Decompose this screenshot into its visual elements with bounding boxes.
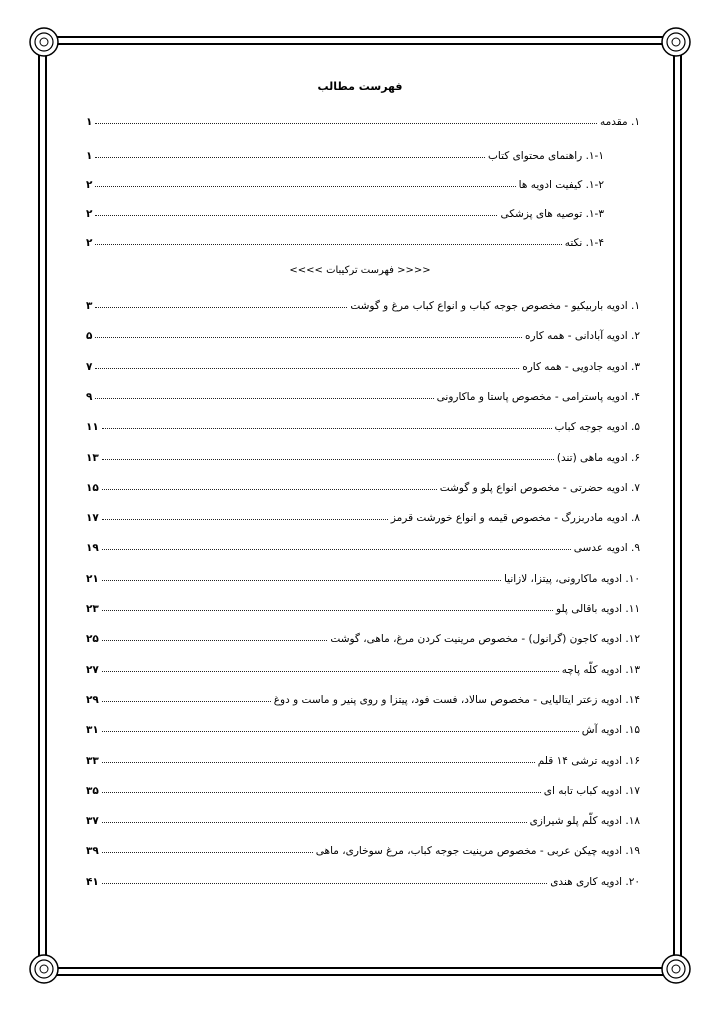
dot-leader [102,580,501,581]
dot-leader [102,459,554,460]
toc-entry-page: ۹ [86,390,93,403]
toc-entry-recipe[interactable] [86,660,640,676]
toc-entry-label: ۸. ادویه مادربزرگ - مخصوص قیمه و انواع خورشت قرمز [390,512,640,525]
toc-entry-intro[interactable] [86,112,640,128]
toc-entry-page: ۱۵ [86,481,99,494]
toc-entry-sub[interactable] [86,204,604,220]
toc-entry-recipe[interactable] [86,326,640,342]
toc-entry-page: ۱ [86,150,93,162]
toc-entry-recipe[interactable] [86,751,640,767]
toc-entry-label: ۱۲. ادویه کاجون (گرانول) - مخصوص مرینیت کردن مرغ، ماهی، گوشت [330,633,640,646]
toc-entry-recipe[interactable] [86,599,640,615]
toc-entry-page: ۲ [86,179,93,191]
toc-entry-label: ۲. ادویه آبادانی - همه کاره [525,330,640,343]
toc-entry-label: ۱-۳. توصیه های پزشکی [500,208,604,220]
corner-ornament-top-left [27,25,61,59]
dot-leader [102,701,271,702]
toc-entry-label: ۱۹. ادویه چیکن عربی - مخصوص مرینیت جوجه کباب، مرغ سوخاری، ماهی [315,845,640,858]
toc-entry-recipe[interactable] [86,841,640,857]
toc-entry-label: ۱-۴. نکته [564,237,604,249]
toc-entry-recipe[interactable] [86,296,640,312]
toc-entry-label: ۱۶. ادویه ترشی ۱۴ قلم [537,754,640,767]
toc-entry-label: ۹. ادویه عدسی [573,542,640,555]
toc-entry-label: ۱۱. ادویه باقالی پلو [556,603,640,615]
toc-entry-page: ۲۳ [86,603,99,615]
dot-leader [102,519,388,520]
toc-entry-label: ۳. ادویه جادویی - همه کاره [522,360,640,373]
toc-entry-sub[interactable] [86,175,604,191]
dot-leader [102,852,313,853]
toc-entry-recipe[interactable] [86,538,640,554]
dot-leader [95,337,522,338]
dot-leader [102,792,541,793]
dot-leader [95,123,597,124]
toc-entry-recipe[interactable] [86,781,640,797]
toc-entry-recipe[interactable] [86,811,640,827]
toc-entry-label: ۴. ادویه پاسترامی - مخصوص پاستا و ماکارونی [436,390,640,403]
toc-entry-page: ۳۵ [86,784,99,797]
dot-leader [102,549,571,550]
toc-entry-page: ۲۷ [86,663,99,676]
toc-entry-sub[interactable] [86,233,604,249]
toc-entry-label: ۱-۲. کیفیت ادویه ها [518,179,604,191]
toc-entry-recipe[interactable] [86,690,640,706]
toc-entry-label: ۱۸. ادویه کلّم پلو شیرازی [529,815,640,828]
toc-entry-sub[interactable] [86,146,604,162]
toc-page [80,70,640,950]
toc-entry-label: ۱۵. ادویه آش [581,724,640,737]
toc-entry-page: ۲۵ [86,633,99,646]
dot-leader [95,215,497,216]
dot-leader [102,640,328,641]
toc-entry-recipe[interactable] [86,629,640,645]
toc-entry-page: ۱۹ [86,542,99,555]
toc-entry-page: ۳۳ [86,754,99,767]
toc-entry-recipe[interactable] [86,508,640,524]
toc-entry-recipe[interactable] [86,569,640,585]
corner-ornament-bottom-left [27,952,61,986]
toc-entry-label: ۱-۱. راهنمای محتوای کتاب [488,150,604,162]
page-title: فهرست مطالب [317,80,403,93]
toc-entry-page: ۵ [86,330,93,343]
toc-entry-label: ۱۴. ادویه زعتر ایتالیایی - مخصوص سالاد، فست فود، پیتزا و روی پنیر و ماست و دوغ [273,693,640,706]
dot-leader [95,368,519,369]
toc-entry-recipe[interactable] [86,448,640,464]
toc-entry-page: ۱۱ [86,421,99,434]
section-heading: <<<< فهرست ترکیبات >>>> [289,265,431,276]
toc-entry-label: ۱. مقدمه [599,116,640,128]
toc-entry-label: ۱۷. ادویه کباب تابه ای [543,784,640,797]
toc-entry-label: ۱۳. ادویه کلّه پاچه [561,663,640,676]
toc-entry-label: ۶. ادویه ماهی (تند) [556,451,640,464]
toc-entry-recipe[interactable] [86,357,640,373]
toc-entry-page: ۱ [86,116,93,128]
toc-entry-label: ۱۰. ادویه ماکارونی، پیتزا، لازانیا [503,572,640,585]
toc-entry-page: ۲ [86,208,93,220]
toc-entry-recipe[interactable] [86,720,640,736]
toc-entry-page: ۲ [86,237,93,249]
toc-entry-label: ۵. ادویه جوجه کباب [554,421,640,434]
toc-entry-page: ۳۷ [86,815,99,828]
toc-entry-page: ۲۹ [86,693,99,706]
toc-entry-page: ۴۱ [86,875,99,888]
dot-leader [95,244,561,245]
dot-leader [102,428,552,429]
toc-entry-recipe[interactable] [86,478,640,494]
dot-leader [102,731,579,732]
toc-entry-page: ۳ [86,300,93,312]
dot-leader [95,398,433,399]
dot-leader [102,883,547,884]
corner-ornament-top-right [659,25,693,59]
dot-leader [102,762,535,763]
toc-entry-page: ۱۳ [86,451,99,464]
dot-leader [95,157,485,158]
toc-entry-label: ۲۰. ادویه کاری هندی [550,875,640,888]
dot-leader [102,610,553,611]
toc-entry-page: ۳۱ [86,724,99,737]
toc-entry-recipe[interactable] [86,387,640,403]
dot-leader [95,186,515,187]
toc-entry-recipe[interactable] [86,872,640,888]
toc-entry-label: ۷. ادویه حضرتی - مخصوص انواع پلو و گوشت [439,481,640,494]
dot-leader [95,307,347,308]
toc-entry-page: ۳۹ [86,845,99,858]
toc-entry-recipe[interactable] [86,417,640,433]
dot-leader [102,822,527,823]
toc-entry-page: ۲۱ [86,572,99,585]
dot-leader [102,671,559,672]
toc-entry-page: ۱۷ [86,512,99,525]
toc-entry-page: ۷ [86,360,93,373]
corner-ornament-bottom-right [659,952,693,986]
dot-leader [102,489,437,490]
toc-entry-label: ۱. ادویه باربیکیو - مخصوص جوجه کباب و انواع کباب مرغ و گوشت [350,300,640,312]
